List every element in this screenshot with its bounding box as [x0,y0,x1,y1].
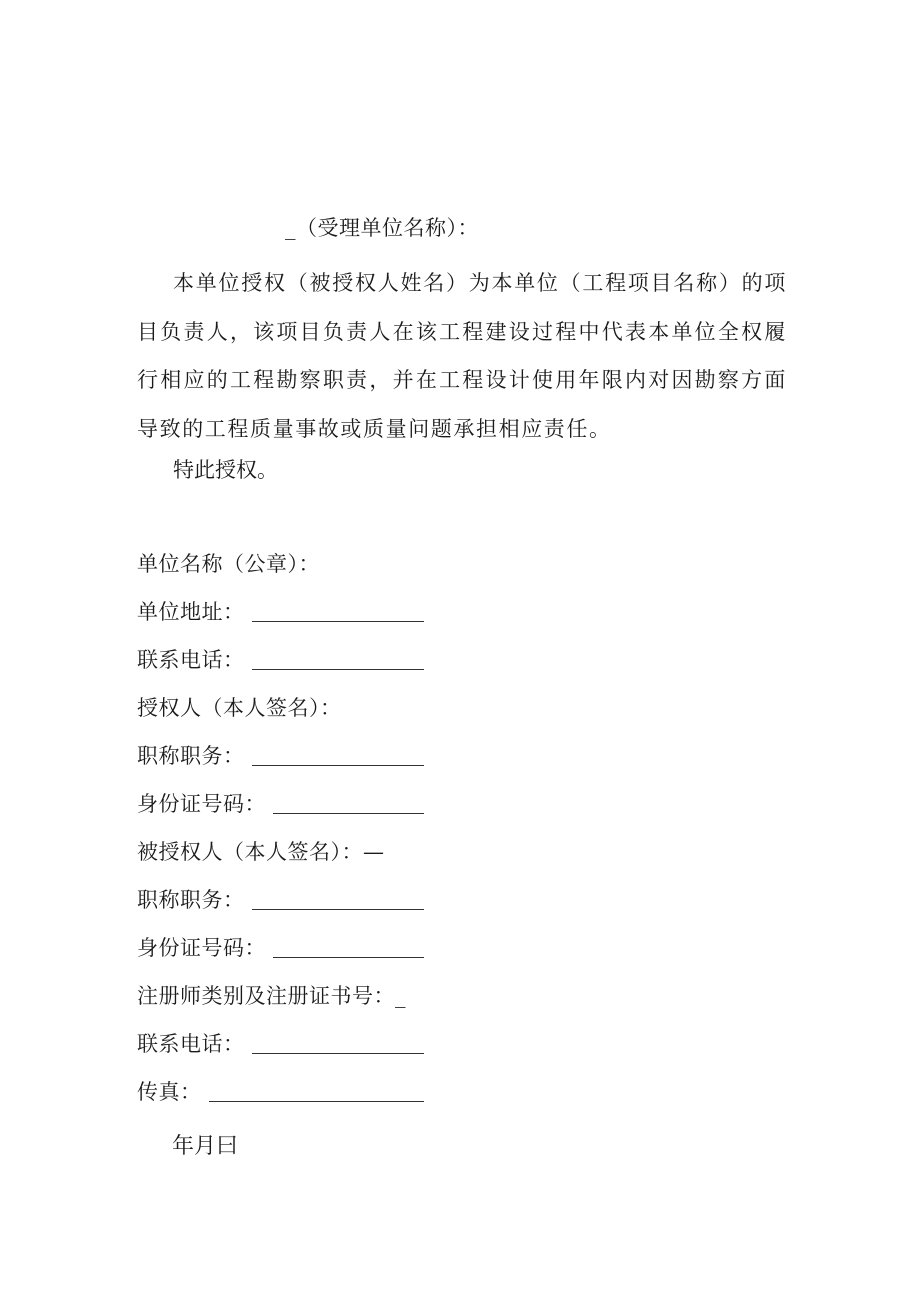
authorized-phone-blank[interactable] [252,1053,424,1054]
authorizer-id-blank[interactable] [273,813,424,814]
unit-phone-label: 联系电话： [137,648,245,672]
authorized-person-signature-label: 被授权人（本人签名）：— [137,840,385,864]
registration-label: 注册师类别及注册证书号：_ [137,984,406,1008]
unit-address-label: 单位地址： [137,600,245,624]
authorized-id-blank[interactable] [273,957,424,958]
fax-blank[interactable] [209,1101,424,1102]
closing-statement: 特此授权。 [173,458,278,482]
unit-address-blank[interactable] [252,621,424,622]
authorized-phone-label: 联系电话： [137,1032,245,1056]
addressee-line: _（受理单位名称）： [285,216,479,240]
unit-phone-blank[interactable] [252,669,424,670]
authorizer-title-label: 职称职务： [137,744,245,768]
authorizer-id-label: 身份证号码： [137,792,266,816]
authorizer-signature-label: 授权人（本人签名）： [137,696,342,720]
unit-name-label: 单位名称（公章）： [137,552,320,576]
authorizer-title-blank[interactable] [252,765,424,766]
authorized-id-label: 身份证号码： [137,936,266,960]
date-line: 年月曰 [172,1134,239,1159]
authorized-title-label: 职称职务： [137,888,245,912]
authorization-body-paragraph: 本单位授权（被授权人姓名）为本单位（工程项目名称）的项目负责人，该项目负责人在该工程建设过程中代表本单位全权履行相应的工程勘察职责，并在工程设计使用年限内对因勘察方面导致的工程质量事故或质量问题承担相应责任。 [137,271,787,441]
authorized-title-blank[interactable] [252,909,424,910]
fax-label: 传真： [137,1080,202,1104]
